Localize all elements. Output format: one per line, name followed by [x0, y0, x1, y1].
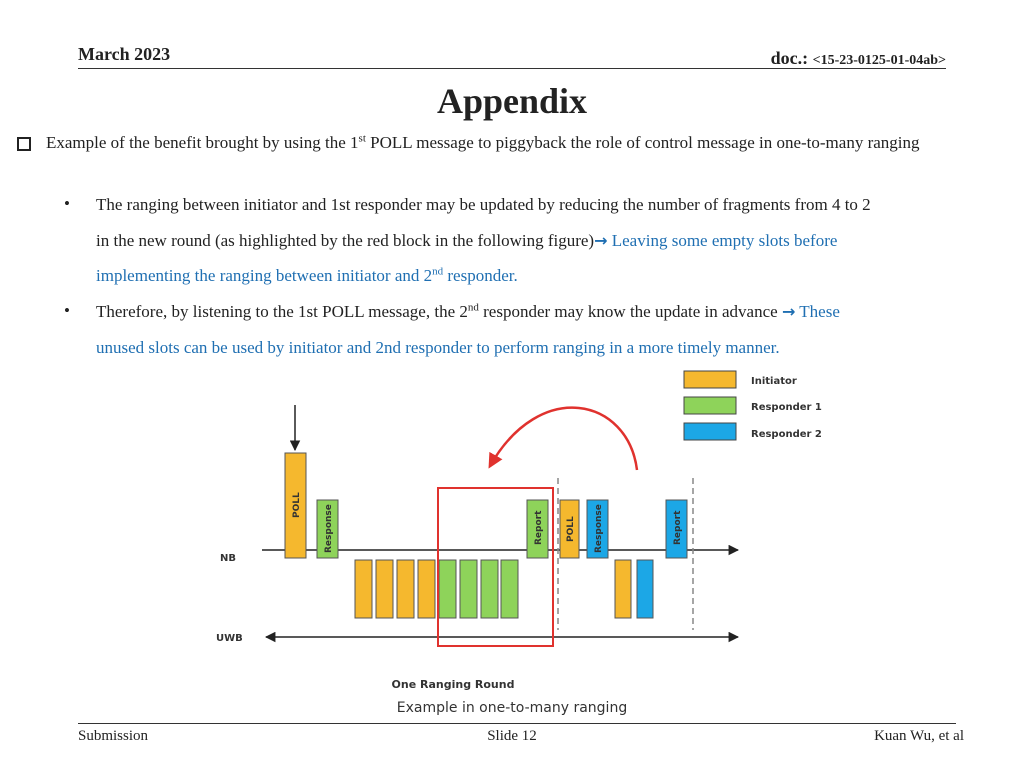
ranging-round-label: One Ranging Round: [391, 678, 515, 691]
footer-submission: Submission: [78, 728, 149, 744]
bullet1-line3-a: implementing the ranging between initiator and 2: [96, 266, 433, 285]
doc-label: doc.:: [770, 48, 809, 68]
uwb-fragment-initiator: [376, 560, 393, 618]
intro-sup: st: [358, 132, 366, 145]
bullet2-line1-blue: These: [795, 302, 840, 321]
poll2-label: POLL: [566, 516, 576, 542]
slide-title: Appendix: [436, 81, 588, 121]
bullet2-line1-a: Therefore, by listening to the 1st POLL message, the 2: [96, 302, 468, 321]
uwb-fragment-initiator: [355, 560, 372, 618]
uwb-fragment-initiator: [615, 560, 631, 618]
legend-responder1-swatch: [684, 397, 736, 414]
legend-initiator-swatch: [684, 371, 736, 388]
arrow-right-icon: →: [781, 302, 796, 321]
uwb-fragment-responder1: [439, 560, 456, 618]
legend-responder1-label: Responder 1: [751, 402, 822, 413]
bullet-marker: •: [64, 301, 70, 320]
arrow-right-icon: →: [594, 231, 608, 250]
uwb-fragment-responder1: [460, 560, 477, 618]
uwb-fragment-responder2: [637, 560, 653, 618]
bullet1-line3-b: responder.: [443, 266, 518, 285]
report1-label: Report: [534, 510, 544, 545]
footer-slide-number: Slide 12: [487, 728, 537, 744]
bullet1-line1: The ranging between initiator and 1st responder may be updated by reducing the number of fragments from 4 to 2: [96, 195, 871, 214]
legend-initiator-label: Initiator: [751, 376, 797, 387]
uwb-label: UWB: [216, 633, 243, 644]
shift-arrow-icon: [490, 408, 637, 470]
poll1-label: POLL: [292, 492, 302, 518]
intro-text-a: Example of the benefit brought by using the 1: [46, 133, 359, 152]
bullet-marker: •: [64, 194, 70, 213]
bullet2-line1-sup: nd: [467, 301, 479, 314]
uwb-fragment-responder1: [481, 560, 498, 618]
legend-responder2-swatch: [684, 423, 736, 440]
uwb-fragment-responder1: [501, 560, 518, 618]
response2-label: Response: [594, 504, 604, 553]
bullet1-line2-text: in the new round (as highlighted by the red block in the following figure): [96, 231, 595, 250]
bullet1-line3-sup: nd: [432, 265, 444, 278]
legend-responder2-label: Responder 2: [751, 429, 822, 440]
footer-author: Kuan Wu, et al: [874, 728, 964, 744]
response1-label: Response: [324, 504, 334, 553]
bullet2-line2: unused slots can be used by initiator and 2nd responder to perform ranging in a more timely manner.: [96, 338, 780, 357]
uwb-fragment-initiator: [418, 560, 435, 618]
uwb-fragment-initiator: [397, 560, 414, 618]
footer-rule: [78, 723, 956, 724]
doc-number: <15-23-0125-01-04ab>: [812, 53, 946, 68]
header-date: March 2023: [78, 44, 171, 64]
bullet1-line2-blue: Leaving some empty slots before: [611, 231, 838, 250]
intro-text-b: POLL message to piggyback the role of control message in one-to-many ranging: [365, 133, 920, 152]
bullet2-line1-b: responder may know the update in advance: [478, 302, 782, 321]
report2-label: Report: [673, 510, 683, 545]
nb-label: NB: [220, 553, 236, 564]
figure-caption: Example in one-to-many ranging: [396, 700, 628, 716]
